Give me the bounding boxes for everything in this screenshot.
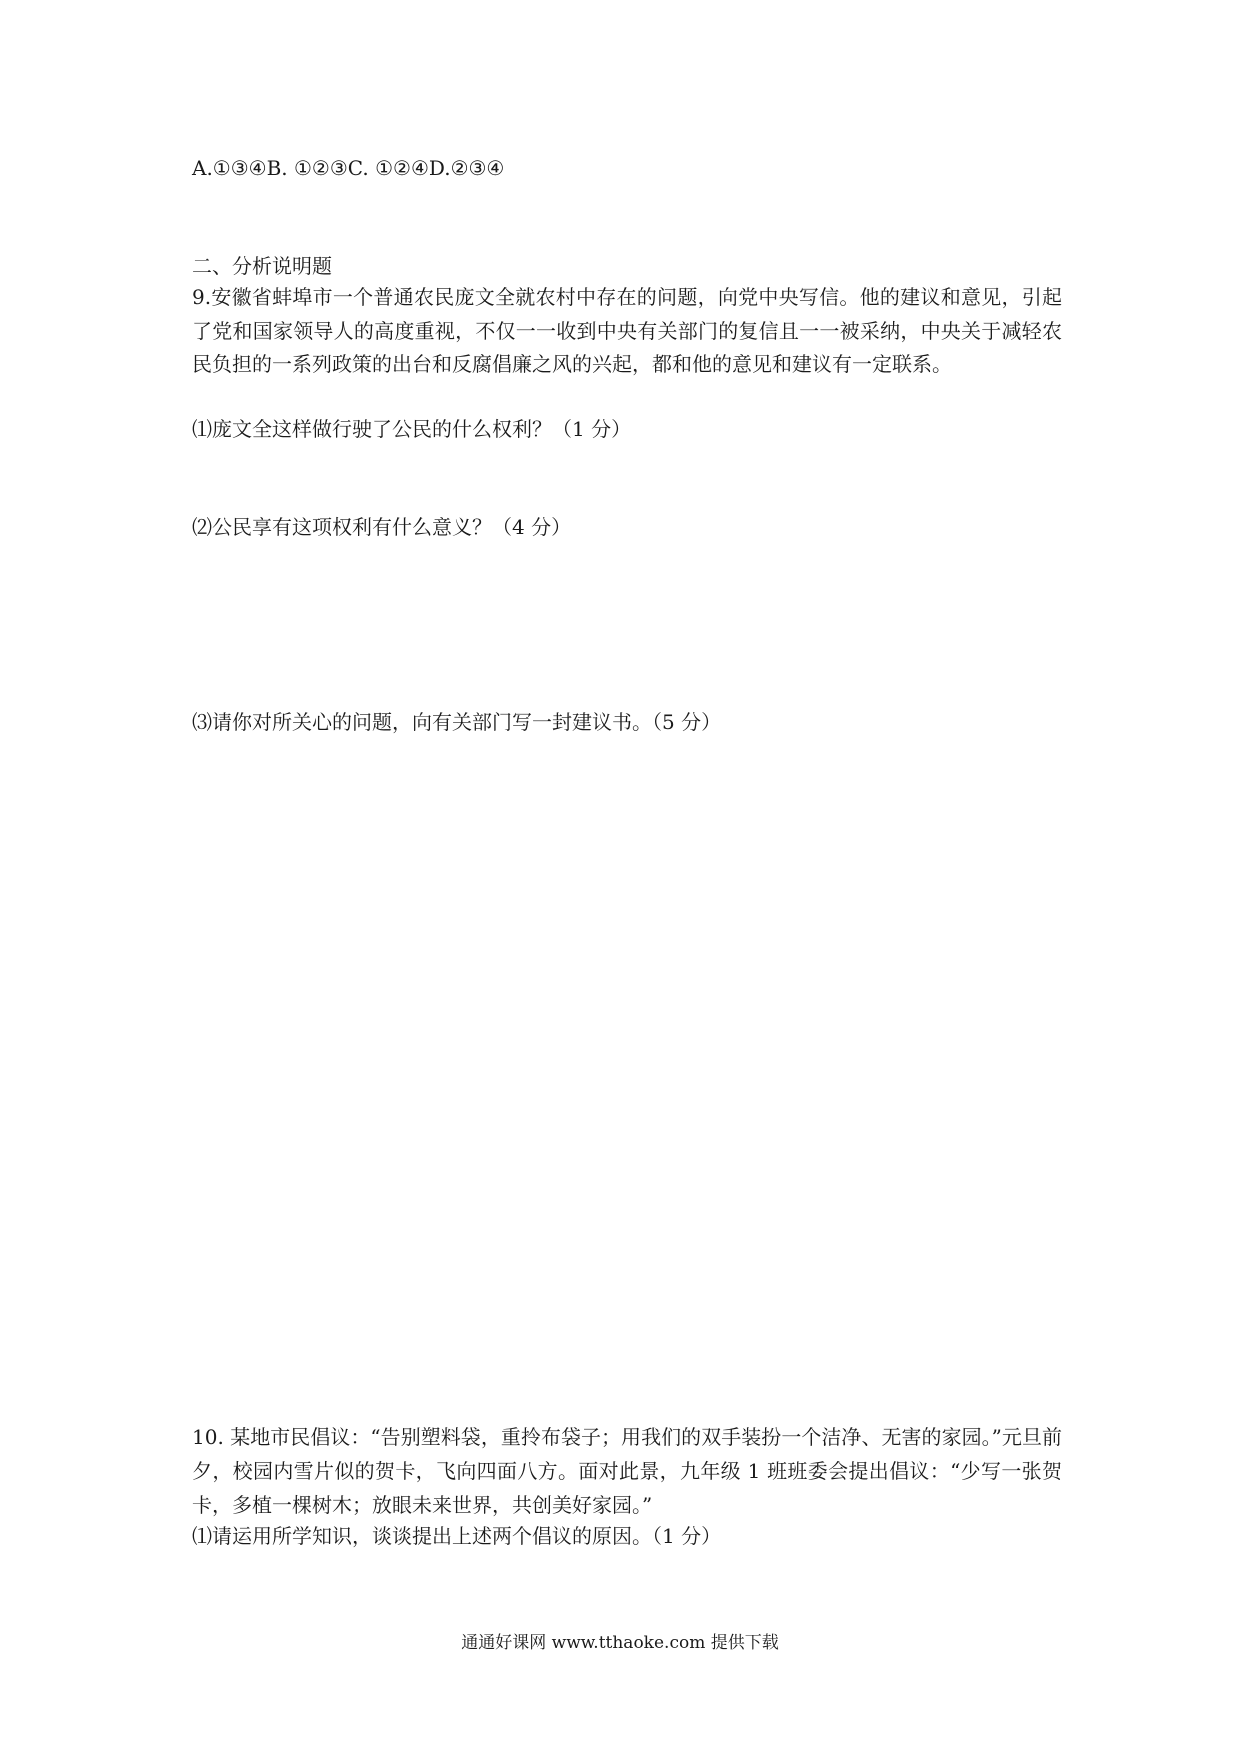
q8-answer-options: A.①③④B. ①②③C. ①②④D.②③④: [192, 156, 505, 180]
q9-stem: 9.安徽省蚌埠市一个普通农民庞文全就农村中存在的问题，向党中央写信。他的建议和意见，引起了党和国家领导人的高度重视，不仅一一收到中央有关部门的复信且一一被采纳，中央关于减轻农民负担的一系列政策的出台和反腐倡廉之风的兴起，都和他的意见和建议有一定联系。: [192, 285, 1062, 376]
page-footer: 通通好课网 www.tthaoke.com 提供下载: [461, 1633, 779, 1653]
section-title: 二、分析说明题: [192, 254, 332, 278]
q9-sub-question-2: ⑵公民享有这项权利有什么意义？（4 分）: [192, 515, 572, 539]
q9-stem-block: [192, 253, 1062, 281]
q10-stem: 10. 某地市民倡议：“告别塑料袋，重拎布袋子；用我们的双手装扮一个洁净、无害的家园。”元旦前夕，校园内雪片似的贺卡，飞向四面八方。面对此景，九年级 1 班班委会提出倡议：“少写一张贺卡，多植一棵树木；放眼未来世界，共创美好家园。”: [192, 1425, 1062, 1517]
q9-sub-question-3: ⑶请你对所关心的问题，向有关部门写一封建议书。（5 分）: [192, 710, 722, 734]
q9-sub-question-1: ⑴庞文全这样做行驶了公民的什么权利？（1 分）: [192, 417, 632, 441]
q10-sub-question-1: ⑴请运用所学知识，谈谈提出上述两个倡议的原因。（1 分）: [192, 1524, 722, 1548]
